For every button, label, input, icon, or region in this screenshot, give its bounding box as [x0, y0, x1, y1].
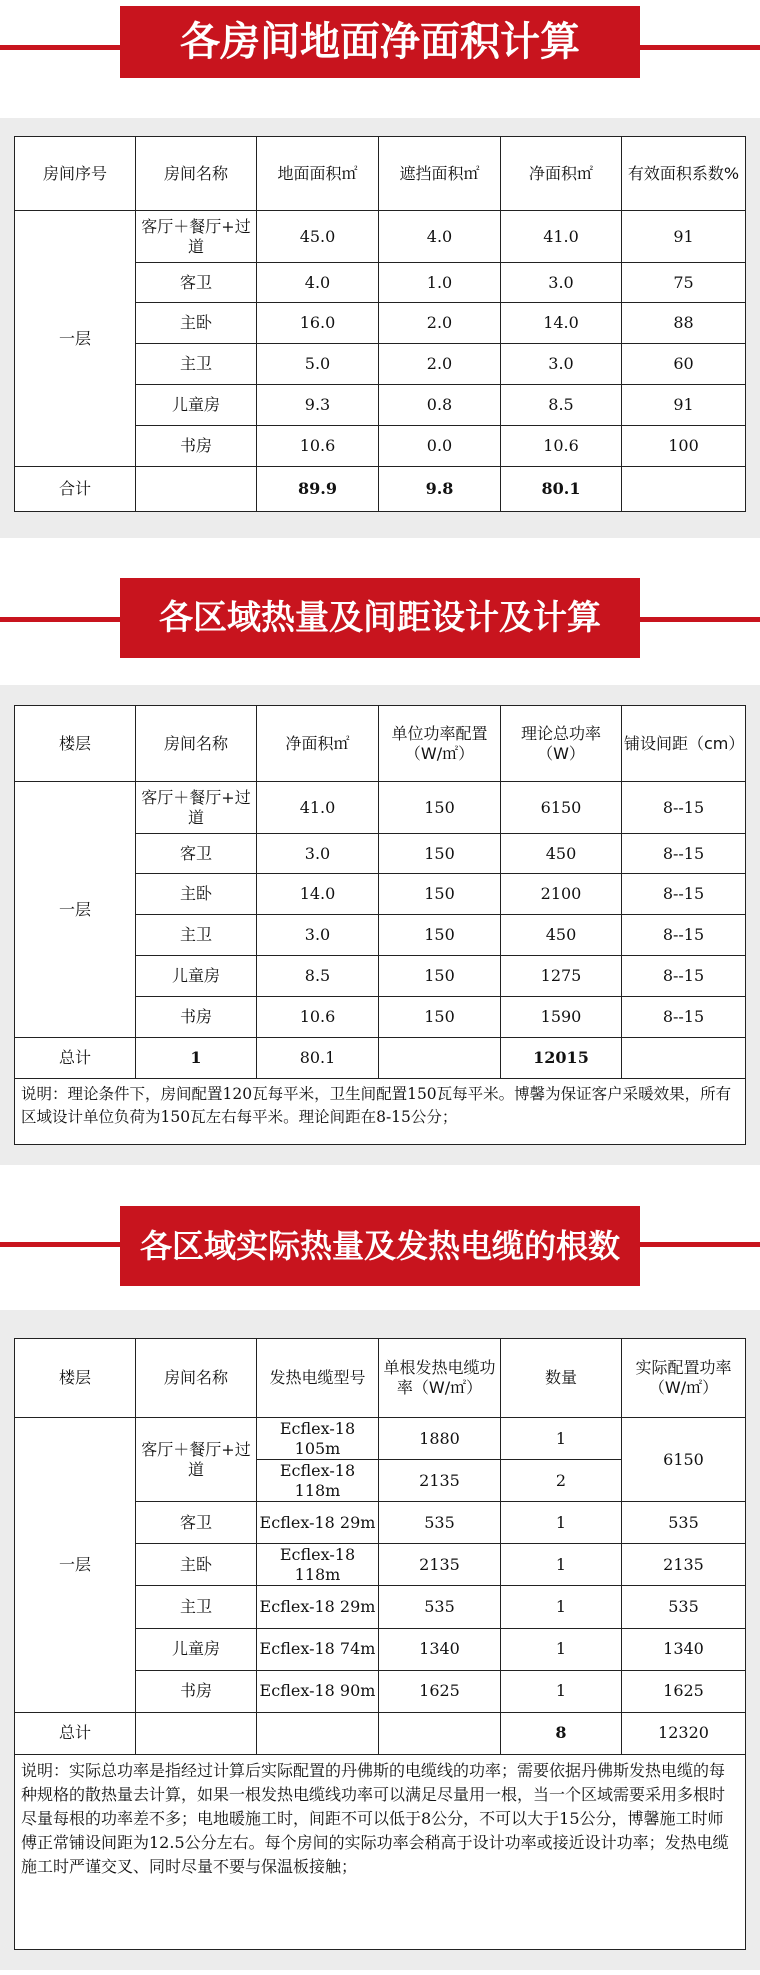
spacing: 8--15	[622, 997, 746, 1038]
cable-quantity: 1	[501, 1418, 622, 1460]
room-name: 儿童房	[136, 1628, 257, 1670]
blocked-area: 4.0	[379, 211, 501, 263]
cable-quantity: 1	[501, 1544, 622, 1586]
section2-header	[0, 570, 760, 665]
cable-power: 1880	[379, 1418, 501, 1460]
total-net-area: 80.1	[501, 467, 622, 512]
floor-area: 4.0	[257, 263, 379, 303]
floor-cell: 一层	[15, 211, 136, 467]
section2-panel	[0, 685, 760, 1165]
cable-count-table	[14, 1338, 746, 1950]
cable-model: Ecflex-18 105m	[257, 1418, 379, 1460]
net-area: 14.0	[257, 874, 379, 915]
total-label: 总计	[15, 1712, 136, 1754]
actual-power: 535	[622, 1586, 746, 1628]
cable-model: Ecflex-18 118m	[257, 1460, 379, 1502]
cable-quantity: 1	[501, 1502, 622, 1544]
unit-power: 150	[379, 997, 501, 1038]
room-name: 儿童房	[136, 385, 257, 426]
room-name: 主卧	[136, 874, 257, 915]
header-cell: 遮挡面积㎡	[379, 137, 501, 211]
section1-title: 各房间地面净面积计算	[120, 6, 640, 78]
cable-model: Ecflex-18 29m	[257, 1502, 379, 1544]
header-cell: 净面积㎡	[501, 137, 622, 211]
heat-spacing-table	[14, 705, 746, 1145]
cable-quantity: 2	[501, 1460, 622, 1502]
header-cell: 房间序号	[15, 137, 136, 211]
section2-title: 各区域热量及间距设计及计算	[120, 578, 640, 658]
room-name: 主卫	[136, 915, 257, 956]
header-cell: 房间名称	[136, 706, 257, 782]
total-name	[136, 467, 257, 512]
area-coefficient: 60	[622, 344, 746, 385]
net-area: 3.0	[501, 344, 622, 385]
actual-power: 2135	[622, 1544, 746, 1586]
header-cell: 理论总功率（W）	[501, 706, 622, 782]
total-power: 450	[501, 915, 622, 956]
header-cell: 实际配置功率（W/㎡）	[622, 1339, 746, 1418]
blocked-area: 0.8	[379, 385, 501, 426]
table-row	[15, 211, 746, 263]
total-name	[136, 1712, 257, 1754]
header-cell: 数量	[501, 1339, 622, 1418]
actual-power: 1340	[622, 1628, 746, 1670]
section1-panel	[0, 118, 760, 538]
header-cell: 铺设间距（cm）	[622, 706, 746, 782]
unit-power: 150	[379, 874, 501, 915]
cable-power: 2135	[379, 1544, 501, 1586]
net-area-table	[14, 136, 746, 512]
area-coefficient: 91	[622, 385, 746, 426]
total-power: 450	[501, 834, 622, 874]
section3-title: 各区域实际热量及发热电缆的根数	[120, 1206, 640, 1286]
section1-header	[0, 0, 760, 80]
section3-note: 说明：实际总功率是指经过计算后实际配置的丹佛斯的电缆线的功率；需要依据丹佛斯发热电缆的每种规格的散热量去计算，如果一根发热电缆线功率可以满足尽量用一根，当一个区域需要采用多根时尽量每根的功率差不多；电地暖施工时，间距不可以低于8公分，不可以大于15公分，博馨施工时师傅正常铺设间距为12.5公分左右。每个房间的实际功率会稍高于设计功率或接近设计功率；发热电缆施工时严谨交叉、同时尽量不要与保温板接触；	[15, 1754, 746, 1949]
header-cell: 地面面积㎡	[257, 137, 379, 211]
room-name: 客厅＋餐厅+过道	[136, 1418, 257, 1502]
header-cell: 房间名称	[136, 1339, 257, 1418]
actual-power: 535	[622, 1502, 746, 1544]
unit-power: 150	[379, 834, 501, 874]
room-name: 书房	[136, 1670, 257, 1712]
net-area: 3.0	[501, 263, 622, 303]
total-net-area: 80.1	[257, 1038, 379, 1079]
total-power: 2100	[501, 874, 622, 915]
cable-power: 1340	[379, 1628, 501, 1670]
header-cell: 发热电缆型号	[257, 1339, 379, 1418]
total-blocked-area: 9.8	[379, 467, 501, 512]
header-cell: 楼层	[15, 1339, 136, 1418]
room-name: 客厅＋餐厅+过道	[136, 782, 257, 834]
spacing: 8--15	[622, 915, 746, 956]
cable-quantity: 1	[501, 1670, 622, 1712]
room-name: 儿童房	[136, 956, 257, 997]
floor-area: 9.3	[257, 385, 379, 426]
cable-power: 1625	[379, 1670, 501, 1712]
total-label: 合计	[15, 467, 136, 512]
room-name: 主卫	[136, 344, 257, 385]
area-coefficient: 91	[622, 211, 746, 263]
total-unit-power	[379, 1038, 501, 1079]
net-area: 41.0	[257, 782, 379, 834]
blocked-area: 2.0	[379, 303, 501, 344]
area-coefficient: 88	[622, 303, 746, 344]
table-row	[15, 1418, 746, 1460]
blocked-area: 0.0	[379, 426, 501, 467]
header-cell: 单位功率配置（W/㎡）	[379, 706, 501, 782]
total-row	[15, 467, 746, 512]
floor-area: 16.0	[257, 303, 379, 344]
total-row	[15, 1038, 746, 1079]
room-name: 客卫	[136, 834, 257, 874]
net-area: 8.5	[257, 956, 379, 997]
room-name: 客厅＋餐厅+过道	[136, 211, 257, 263]
cable-quantity: 1	[501, 1628, 622, 1670]
net-area: 8.5	[501, 385, 622, 426]
blocked-area: 2.0	[379, 344, 501, 385]
room-name: 主卧	[136, 303, 257, 344]
floor-area: 5.0	[257, 344, 379, 385]
actual-power: 6150	[622, 1418, 746, 1502]
net-area: 41.0	[501, 211, 622, 263]
floor-cell: 一层	[15, 1418, 136, 1713]
blocked-area: 1.0	[379, 263, 501, 303]
header-cell: 有效面积系数%	[622, 137, 746, 211]
spacing: 8--15	[622, 874, 746, 915]
total-label: 总计	[15, 1038, 136, 1079]
cable-power: 535	[379, 1586, 501, 1628]
total-cable-power	[379, 1712, 501, 1754]
total-power: 12015	[501, 1038, 622, 1079]
net-area: 3.0	[257, 834, 379, 874]
total-power: 1590	[501, 997, 622, 1038]
net-area: 14.0	[501, 303, 622, 344]
unit-power: 150	[379, 782, 501, 834]
floor-cell: 一层	[15, 782, 136, 1038]
note-row	[15, 1079, 746, 1145]
unit-power: 150	[379, 915, 501, 956]
total-coefficient	[622, 467, 746, 512]
header-cell: 楼层	[15, 706, 136, 782]
floor-area: 10.6	[257, 426, 379, 467]
room-name: 主卫	[136, 1586, 257, 1628]
cable-model: Ecflex-18 74m	[257, 1628, 379, 1670]
net-area: 10.6	[257, 997, 379, 1038]
cable-model: Ecflex-18 29m	[257, 1586, 379, 1628]
total-model	[257, 1712, 379, 1754]
net-area: 3.0	[257, 915, 379, 956]
net-area: 10.6	[501, 426, 622, 467]
table-header-row	[15, 706, 746, 782]
room-name: 主卧	[136, 1544, 257, 1586]
cable-quantity: 1	[501, 1586, 622, 1628]
table-header-row	[15, 137, 746, 211]
area-coefficient: 75	[622, 263, 746, 303]
cable-model: Ecflex-18 90m	[257, 1670, 379, 1712]
room-name: 书房	[136, 997, 257, 1038]
section3-header	[0, 1198, 760, 1293]
total-name: 1	[136, 1038, 257, 1079]
cable-model: Ecflex-18 118m	[257, 1544, 379, 1586]
actual-power: 1625	[622, 1670, 746, 1712]
total-quantity: 8	[501, 1712, 622, 1754]
room-name: 客卫	[136, 1502, 257, 1544]
table-row	[15, 782, 746, 834]
total-power: 1275	[501, 956, 622, 997]
note-row	[15, 1754, 746, 1949]
floor-area: 45.0	[257, 211, 379, 263]
total-actual-power: 12320	[622, 1712, 746, 1754]
area-coefficient: 100	[622, 426, 746, 467]
total-power: 6150	[501, 782, 622, 834]
total-row	[15, 1712, 746, 1754]
spacing: 8--15	[622, 834, 746, 874]
header-cell: 房间名称	[136, 137, 257, 211]
table-header-row	[15, 1339, 746, 1418]
cable-power: 535	[379, 1502, 501, 1544]
total-floor-area: 89.9	[257, 467, 379, 512]
header-cell: 单根发热电缆功率（W/㎡）	[379, 1339, 501, 1418]
total-spacing	[622, 1038, 746, 1079]
section2-note: 说明：理论条件下，房间配置120瓦每平米，卫生间配置150瓦每平米。博馨为保证客户采暖效果，所有区域设计单位负荷为150瓦左右每平米。理论间距在8-15公分；	[15, 1079, 746, 1145]
spacing: 8--15	[622, 956, 746, 997]
room-name: 客卫	[136, 263, 257, 303]
section3-panel	[0, 1310, 760, 1970]
spacing: 8--15	[622, 782, 746, 834]
cable-power: 2135	[379, 1460, 501, 1502]
room-name: 书房	[136, 426, 257, 467]
unit-power: 150	[379, 956, 501, 997]
header-cell: 净面积㎡	[257, 706, 379, 782]
